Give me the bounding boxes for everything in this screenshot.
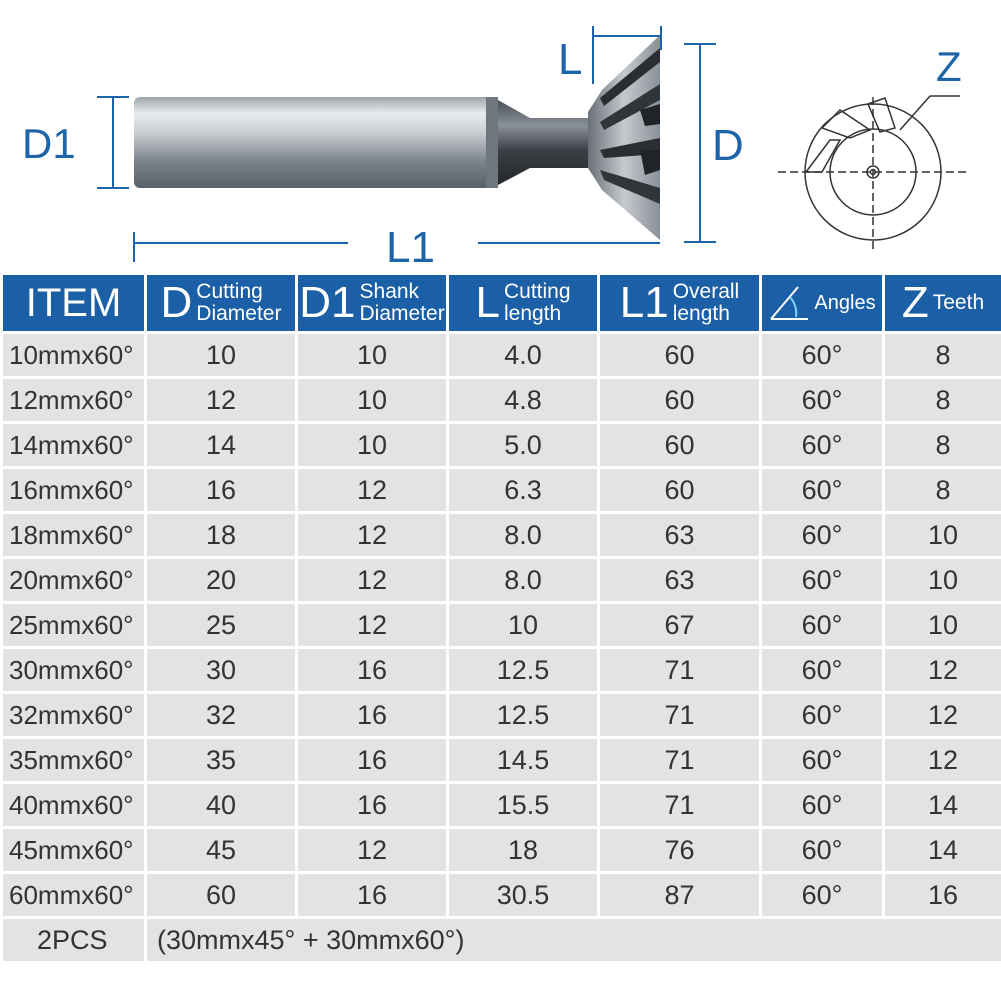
cutting-head [588,35,660,240]
cell-l1: 71 [600,784,759,826]
table-row [3,784,1001,826]
note-text: (30mmx45° + 30mmx60°) [147,919,1001,961]
label-l1: L1 [386,223,435,272]
cell-d1: 16 [298,739,446,781]
cell-l: 6.3 [449,469,597,511]
cell-angle: 60° [762,739,882,781]
cell-d1: 16 [298,694,446,736]
cell-l: 30.5 [449,874,597,916]
table-row [3,604,1001,646]
cell-angle: 60° [762,694,882,736]
cell-d1: 16 [298,649,446,691]
cell-item: 35mmx60° [3,739,144,781]
cell-item: 25mmx60° [3,604,144,646]
cell-z: 10 [885,604,1001,646]
header-l1 [600,275,759,331]
cell-d: 20 [147,559,295,601]
cell-d1: 16 [298,874,446,916]
cell-item: 16mmx60° [3,469,144,511]
label-d1: D1 [22,120,76,167]
cell-d1: 12 [298,829,446,871]
product-diagram [0,0,1001,270]
cell-d: 18 [147,514,295,556]
note-row [3,919,1001,961]
table-row [3,334,1001,376]
table-row [3,874,1001,916]
cell-d1: 12 [298,559,446,601]
header-item [3,275,144,331]
cell-l1: 76 [600,829,759,871]
table-row [3,424,1001,466]
cell-d1: 10 [298,334,446,376]
cell-d1: 12 [298,604,446,646]
cell-d: 12 [147,379,295,421]
label-z: Z [936,43,962,90]
header-d1 [298,275,446,331]
cell-d: 25 [147,604,295,646]
label-l: L [558,35,583,84]
cell-z: 14 [885,784,1001,826]
header-z-symbol: Z [901,278,929,327]
cell-item: 30mmx60° [3,649,144,691]
cell-angle: 60° [762,649,882,691]
cell-l1: 71 [600,649,759,691]
cell-z: 8 [885,379,1001,421]
cell-z: 8 [885,334,1001,376]
cell-l1: 60 [600,379,759,421]
cell-d: 60 [147,874,295,916]
table-row [3,559,1001,601]
cell-angle: 60° [762,424,882,466]
cell-angle: 60° [762,874,882,916]
table-row [3,379,1001,421]
cell-l: 15.5 [449,784,597,826]
cutter-drawing [0,0,1001,270]
header-angles [762,275,882,331]
cell-d: 35 [147,739,295,781]
table-row [3,469,1001,511]
note-label: 2PCS [3,919,144,961]
cell-d: 30 [147,649,295,691]
cell-angle: 60° [762,334,882,376]
header-l1-symbol: L1 [619,278,669,327]
cell-l: 4.8 [449,379,597,421]
cell-l1: 60 [600,334,759,376]
cell-d1: 16 [298,784,446,826]
cell-l1: 60 [600,424,759,466]
header-z-label: Teeth [932,291,985,314]
cell-l1: 67 [600,604,759,646]
header-item-label: ITEM [25,280,122,325]
cell-l: 5.0 [449,424,597,466]
header-z [885,275,1001,331]
cell-d: 16 [147,469,295,511]
cell-item: 12mmx60° [3,379,144,421]
cell-item: 40mmx60° [3,784,144,826]
table-row [3,649,1001,691]
cell-z: 12 [885,739,1001,781]
header-angles-label: Angles [814,292,876,314]
cell-d: 10 [147,334,295,376]
table-row [3,739,1001,781]
cell-l1: 71 [600,739,759,781]
cell-z: 12 [885,649,1001,691]
d1-dimension-line [97,97,129,188]
header-d1-line2: Diameter [359,302,445,325]
cell-d1: 10 [298,379,446,421]
spec-table [0,272,1001,964]
header-d [147,275,295,331]
header-d1-symbol: D1 [299,278,356,327]
header-d-symbol: D [160,278,193,327]
cell-l: 12.5 [449,649,597,691]
cell-z: 14 [885,829,1001,871]
table-row [3,514,1001,556]
cell-l: 18 [449,829,597,871]
header-l-line1: Cutting [503,280,571,303]
cell-l: 14.5 [449,739,597,781]
cell-d: 32 [147,694,295,736]
cell-l: 4.0 [449,334,597,376]
cell-angle: 60° [762,604,882,646]
table-header-row [3,275,1001,331]
header-l [449,275,597,331]
cell-l: 8.0 [449,559,597,601]
cell-item: 14mmx60° [3,424,144,466]
cell-item: 18mmx60° [3,514,144,556]
neck [498,100,590,185]
cell-z: 10 [885,559,1001,601]
cell-d1: 12 [298,514,446,556]
cell-z: 10 [885,514,1001,556]
table-body [3,334,1001,916]
cell-l: 8.0 [449,514,597,556]
shank [134,97,494,188]
cell-item: 45mmx60° [3,829,144,871]
header-l-symbol: L [475,278,500,327]
cell-d1: 10 [298,424,446,466]
cell-d: 14 [147,424,295,466]
cell-angle: 60° [762,514,882,556]
header-d1-line1: Shank [359,280,420,303]
cell-d1: 12 [298,469,446,511]
table-row [3,694,1001,736]
cell-l1: 87 [600,874,759,916]
cell-z: 8 [885,469,1001,511]
angle-icon [768,283,810,323]
cell-z: 12 [885,694,1001,736]
cell-l: 12.5 [449,694,597,736]
cell-angle: 60° [762,784,882,826]
cell-angle: 60° [762,559,882,601]
cell-item: 60mmx60° [3,874,144,916]
header-d-line2: Diameter [196,302,282,325]
cell-z: 16 [885,874,1001,916]
header-l1-line1: Overall [672,280,740,303]
cell-item: 10mmx60° [3,334,144,376]
cell-l1: 63 [600,559,759,601]
header-d-line1: Cutting [196,280,263,303]
table-row [3,829,1001,871]
end-view [778,96,968,250]
cell-l1: 63 [600,514,759,556]
cell-item: 20mmx60° [3,559,144,601]
cell-z: 8 [885,424,1001,466]
cell-d: 40 [147,784,295,826]
label-d: D [712,121,744,170]
cell-l1: 71 [600,694,759,736]
cell-item: 32mmx60° [3,694,144,736]
cell-angle: 60° [762,379,882,421]
cell-l: 10 [449,604,597,646]
cell-angle: 60° [762,829,882,871]
cell-d: 45 [147,829,295,871]
header-l1-line2: length [672,302,730,325]
cell-angle: 60° [762,469,882,511]
header-l-line2: length [503,302,562,325]
cell-l1: 60 [600,469,759,511]
